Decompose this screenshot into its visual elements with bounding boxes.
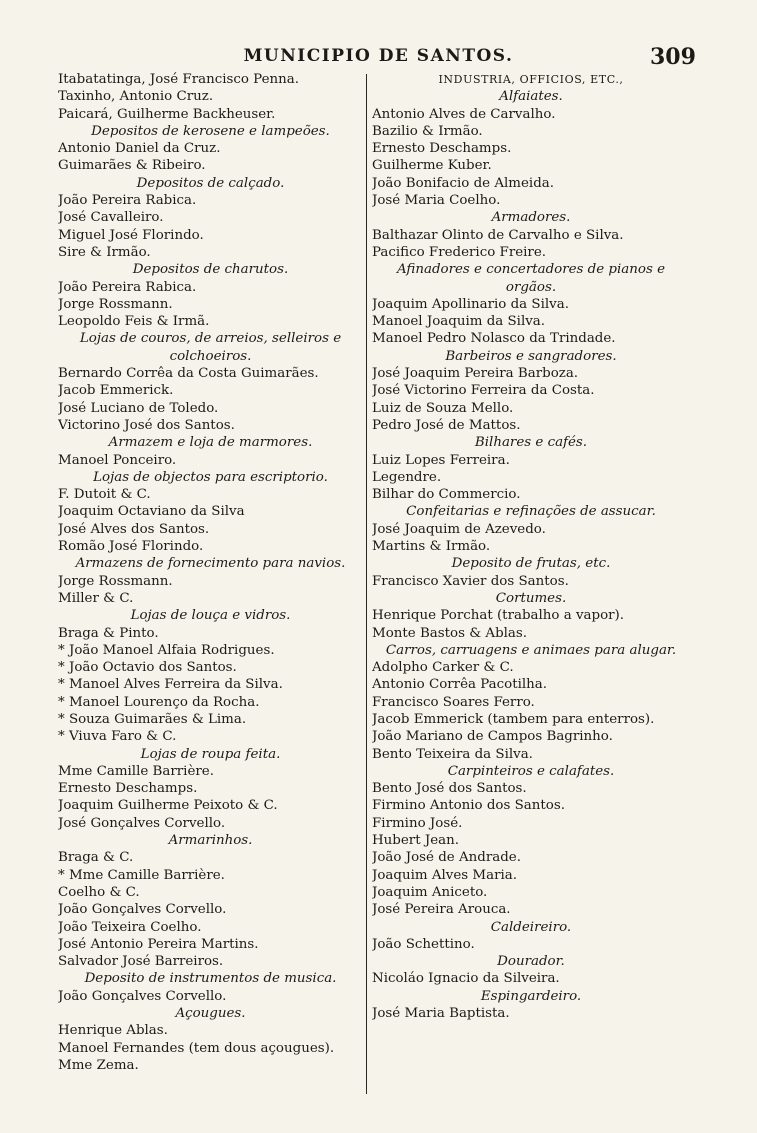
- directory-entry: Sire & Irmão.: [58, 244, 151, 260]
- category-heading: Deposito de frutas, etc.: [451, 556, 611, 572]
- category-heading: Cortumes.: [495, 590, 567, 606]
- directory-entry: Coelho & C.: [58, 884, 140, 900]
- directory-entry: Antonio Corrêa Pacotilha.: [372, 677, 547, 693]
- directory-entry: João Gonçalves Corvello.: [58, 902, 227, 918]
- directory-entry: * Manoel Lourenço da Rocha.: [58, 694, 260, 710]
- category-heading: Armarinhos.: [168, 833, 253, 849]
- directory-entry: Antonio Alves de Carvalho.: [372, 106, 556, 122]
- category-heading: Alfaiates.: [499, 89, 563, 105]
- directory-entry: Bento Teixeira da Silva.: [372, 746, 533, 762]
- category-heading: Lojas de roupa feita.: [140, 746, 281, 762]
- directory-entry: Salvador José Barreiros.: [58, 954, 224, 970]
- directory-entry: * Manoel Alves Ferreira da Silva.: [58, 677, 283, 693]
- category-heading: Caldeireiro.: [490, 919, 572, 935]
- directory-entry: Adolpho Carker & C.: [372, 660, 514, 676]
- category-heading: Confeitarias e refinações de assucar.: [406, 504, 656, 520]
- directory-entry: Itabatatinga, José Francisco Penna.: [58, 72, 300, 87]
- directory-entry: * Souza Guimarães & Lima.: [58, 711, 247, 727]
- directory-entry: José Maria Baptista.: [372, 1006, 510, 1022]
- category-heading: Carros, carruagens e animaes para alugar.: [385, 642, 677, 658]
- category-heading: Lojas de couros, de arreios, selleiros e: [79, 331, 342, 347]
- directory-entry: Leopoldo Feis & Irmã.: [58, 314, 210, 330]
- category-heading: Lojas de objectos para escriptorio.: [93, 469, 328, 485]
- directory-entry: * João Manoel Alfaia Rodrigues.: [58, 642, 275, 658]
- directory-entry: Joaquim Alves Maria.: [372, 867, 518, 883]
- directory-entry: Henrique Ablas.: [58, 1023, 168, 1039]
- directory-entry: Manoel Fernandes (tem dous açougues).: [58, 1040, 335, 1056]
- category-heading: Bilhares e cafés.: [474, 435, 588, 451]
- directory-entry: Victorino José dos Santos.: [58, 417, 235, 433]
- directory-entry: José Joaquim Pereira Barboza.: [372, 366, 579, 382]
- directory-entry: José Cavalleiro.: [58, 210, 164, 226]
- directory-entry: João Schettino.: [372, 936, 475, 952]
- directory-entry: Jorge Rossmann.: [58, 573, 173, 589]
- directory-entry: José Maria Coelho.: [372, 193, 501, 209]
- directory-entry: José Alves dos Santos.: [58, 521, 210, 537]
- directory-entry: Antonio Daniel da Cruz.: [58, 141, 221, 157]
- category-heading: Carpinteiros e calafates.: [447, 763, 615, 779]
- category-heading: colchoeiros.: [169, 348, 252, 364]
- category-heading: Lojas de louça e vidros.: [130, 608, 291, 624]
- directory-entry: * Viuva Faro & C.: [58, 729, 177, 745]
- directory-entry: João Bonifacio de Almeida.: [372, 175, 555, 191]
- directory-entry: João Gonçalves Corvello.: [58, 988, 227, 1004]
- directory-entry: José Pereira Arouca.: [372, 902, 511, 918]
- directory-entry: Taxinho, Antonio Cruz.: [58, 89, 214, 105]
- directory-entry: Paicará, Guilherme Backheuser.: [58, 106, 276, 122]
- directory-entry: Luiz Lopes Ferreira.: [372, 452, 510, 468]
- category-heading: Depositos de calçado.: [136, 175, 285, 191]
- directory-entry: Legendre.: [372, 469, 442, 485]
- directory-entry: Ernesto Deschamps.: [58, 781, 198, 797]
- directory-entry: Joaquim Octaviano da Silva: [58, 504, 245, 520]
- directory-entry: Jacob Emmerick (tambem para enterros).: [372, 711, 655, 727]
- directory-entry: Bernardo Corrêa da Costa Guimarães.: [58, 366, 319, 382]
- directory-entry: José Luciano de Toledo.: [58, 400, 219, 416]
- category-heading: Espingardeiro.: [480, 988, 582, 1004]
- directory-entry: Braga & Pinto.: [58, 625, 159, 641]
- directory-entry: Jorge Rossmann.: [58, 296, 173, 312]
- page-number: 309: [650, 44, 696, 70]
- directory-entry: Ernesto Deschamps.: [372, 141, 512, 157]
- directory-entry: Manoel Ponceiro.: [58, 452, 177, 468]
- section-heading: INDUSTRIA, OFFICIOS, ETC.,: [438, 73, 624, 86]
- directory-entry: João Pereira Rabica.: [58, 279, 197, 295]
- directory-entry: Romão José Florindo.: [58, 539, 204, 555]
- directory-entry: Manoel Pedro Nolasco da Trindade.: [372, 331, 616, 347]
- directory-entry: José Antonio Pereira Martins.: [58, 936, 259, 952]
- directory-entry: Joaquim Aniceto.: [372, 884, 488, 900]
- category-heading: Dourador.: [497, 954, 565, 970]
- category-heading: Afinadores e concertadores de pianos e: [396, 262, 666, 278]
- directory-entry: Guilherme Kuber.: [372, 158, 492, 174]
- directory-entry: Francisco Soares Ferro.: [372, 694, 535, 710]
- category-heading: Armazem e loja de marmores.: [108, 435, 313, 451]
- category-heading: orgãos.: [505, 279, 557, 295]
- directory-entry: Guimarães & Ribeiro.: [58, 158, 206, 174]
- column-divider: [366, 74, 367, 1094]
- directory-entry: João Pereira Rabica.: [58, 193, 197, 209]
- directory-entry: Hubert Jean.: [372, 833, 459, 849]
- category-heading: Armadores.: [491, 210, 571, 226]
- directory-entry: Mme Zema.: [58, 1057, 139, 1073]
- category-heading: Armazens de fornecimento para navios.: [75, 556, 346, 572]
- page-title: MUNICIPIO DE SANTOS.: [243, 46, 514, 66]
- directory-entry: Joaquim Guilherme Peixoto & C.: [58, 798, 278, 814]
- directory-entry: João Teixeira Coelho.: [58, 919, 202, 935]
- directory-entry: Monte Bastos & Ablas.: [372, 625, 528, 641]
- directory-entry: Luiz de Souza Mello.: [372, 400, 514, 416]
- directory-entry: F. Dutoit & C.: [58, 487, 151, 503]
- directory-entry: Jacob Emmerick.: [58, 383, 174, 399]
- directory-entry: Bento José dos Santos.: [372, 781, 527, 797]
- directory-entry: Braga & C.: [58, 850, 134, 866]
- category-heading: Barbeiros e sangradores.: [445, 348, 617, 364]
- directory-entry: José Joaquim de Azevedo.: [372, 521, 546, 537]
- left-column: [58, 71, 363, 1074]
- category-heading: Açougues.: [175, 1006, 246, 1022]
- directory-entry: Miguel José Florindo.: [58, 227, 204, 243]
- right-column: [372, 71, 690, 1022]
- directory-entry: José Gonçalves Corvello.: [58, 815, 226, 831]
- directory-entry: José Victorino Ferreira da Costa.: [372, 383, 595, 399]
- directory-entry: Firmino José.: [372, 815, 463, 831]
- category-heading: Depositos de kerosene e lampeões.: [91, 123, 330, 139]
- directory-entry: João Mariano de Campos Bagrinho.: [372, 729, 613, 745]
- directory-entry: Martins & Irmão.: [372, 539, 491, 555]
- directory-entry: Mme Camille Barrière.: [58, 763, 214, 779]
- directory-entry: Francisco Xavier dos Santos.: [372, 573, 569, 589]
- category-heading: Depositos de charutos.: [132, 262, 289, 278]
- directory-entry: Manoel Joaquim da Silva.: [372, 314, 546, 330]
- category-heading: Deposito de instrumentos de musica.: [84, 971, 337, 987]
- directory-entry: Firmino Antonio dos Santos.: [372, 798, 565, 814]
- directory-entry: Bilhar do Commercio.: [372, 487, 521, 503]
- directory-entry: João José de Andrade.: [372, 850, 521, 866]
- directory-entry: Henrique Porchat (trabalho a vapor).: [372, 608, 625, 624]
- directory-entry: * João Octavio dos Santos.: [58, 660, 237, 676]
- directory-entry: Bazilio & Irmão.: [372, 123, 483, 139]
- directory-entry: Balthazar Olinto de Carvalho e Silva.: [372, 227, 624, 243]
- directory-entry: Miller & C.: [58, 590, 134, 606]
- directory-entry: Pacifico Frederico Freire.: [372, 244, 547, 260]
- directory-entry: * Mme Camille Barrière.: [58, 867, 225, 883]
- directory-entry: Joaquim Apollinario da Silva.: [372, 296, 569, 312]
- directory-entry: Nicoláo Ignacio da Silveira.: [372, 971, 560, 987]
- directory-entry: Pedro José de Mattos.: [372, 417, 521, 433]
